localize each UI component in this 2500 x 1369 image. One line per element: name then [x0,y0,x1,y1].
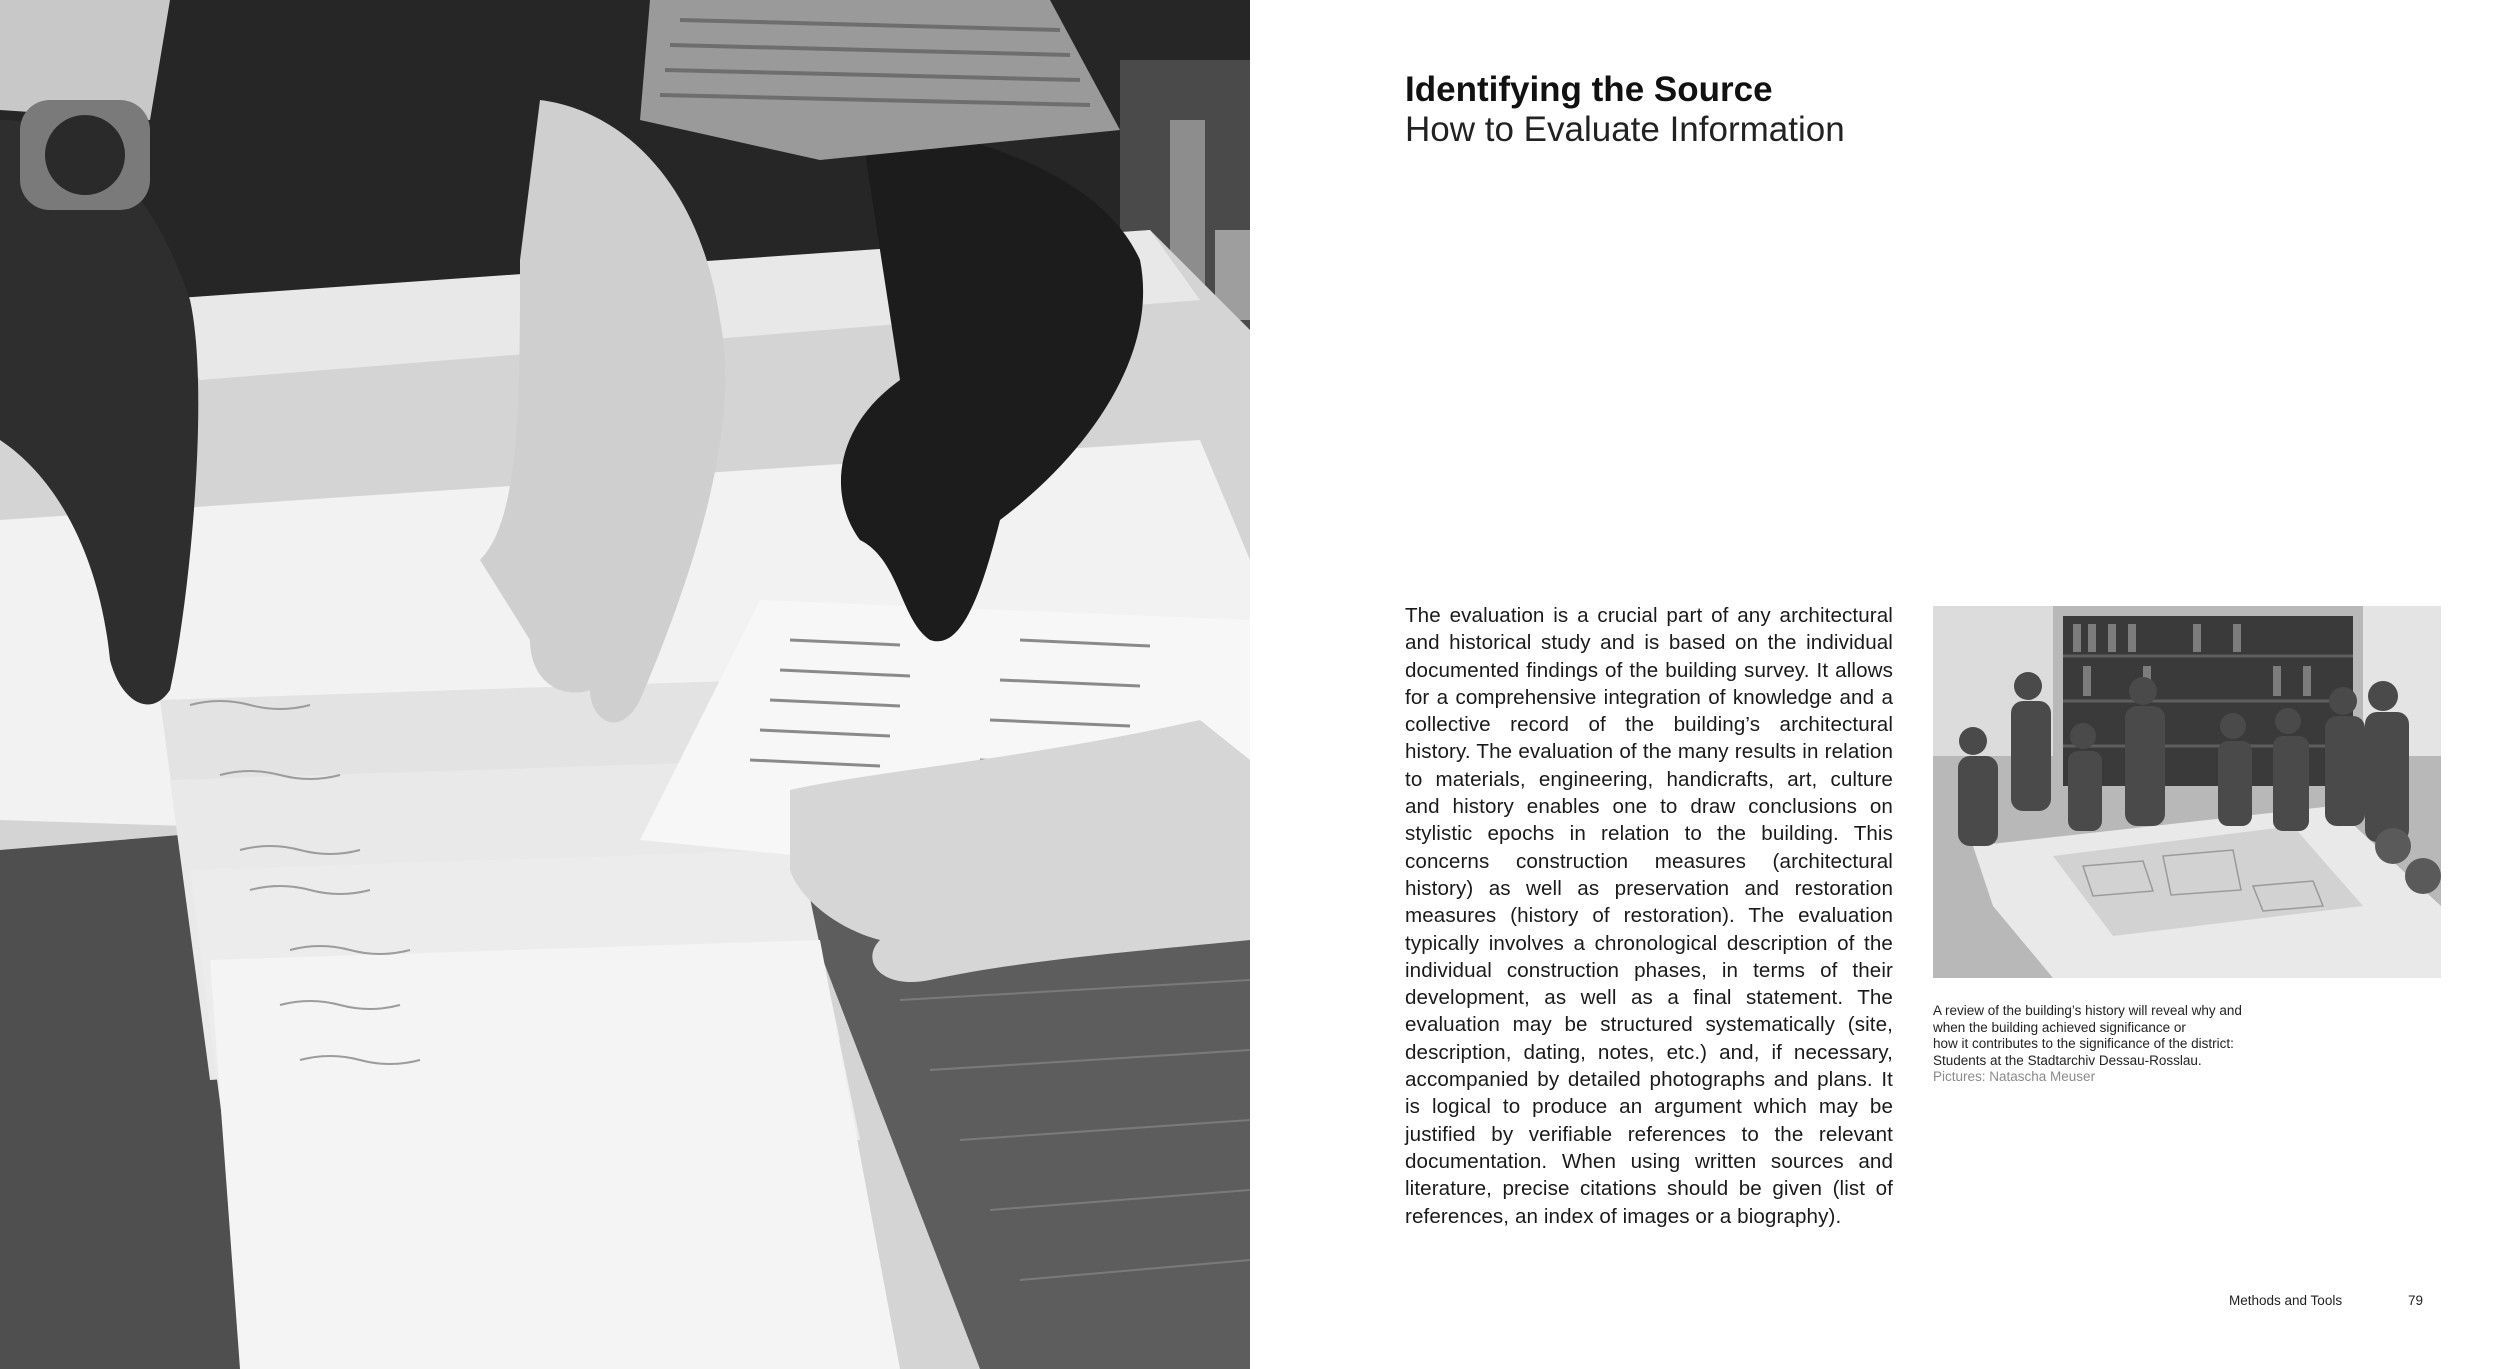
running-footer-section: Methods and Tools [2229,1293,2343,1308]
caption-line: A review of the building’s history will reveal why and [1933,1003,2242,1018]
body-paragraph: The evaluation is a crucial part of any architectural and historical study and is based on the individual documented findings of the building survey. It allows for a comprehensive integration of knowledge and a collective record of the building’s architectural history. The evaluation of the many results in relation to materials, engineering, handicrafts, art, culture and history enables one to draw conclusions on stylistic epochs in relation to the building. This concerns construction measures (architectural history) as well as preservation and restoration measures (history of restoration). The evaluation typically involves a chronological description of the individual construction phases, in terms of their development, as well as a final statement. The evaluation may be structured systematically (site, description, dating, notes, etc.) and, if necessary, accompanied by detailed photographs and plans. It is logical to produce an argument which may be justified by verifiable references to the relevant documentation. When using written sources and literature, precise citations should be given (list of references, an index of images or a biography). [1405,604,1893,1228]
page-subtitle: How to Evaluate Information [1405,110,1845,149]
students-archive-photo [1933,606,2441,978]
caption-line: how it contributes to the significance of the district: [1933,1036,2234,1051]
caption-line: when the building achieved significance or [1933,1019,2186,1035]
photo-credit: Pictures: Natascha Meuser [1933,1069,2096,1084]
caption-line: Students at the Stadtarchiv Dessau-Rosslau. [1933,1052,2202,1068]
photo-caption [1933,1003,2333,1086]
page-number: 79 [2408,1293,2424,1308]
page-title: Identifying the Source [1405,70,1773,109]
page-heading [1405,70,2305,150]
